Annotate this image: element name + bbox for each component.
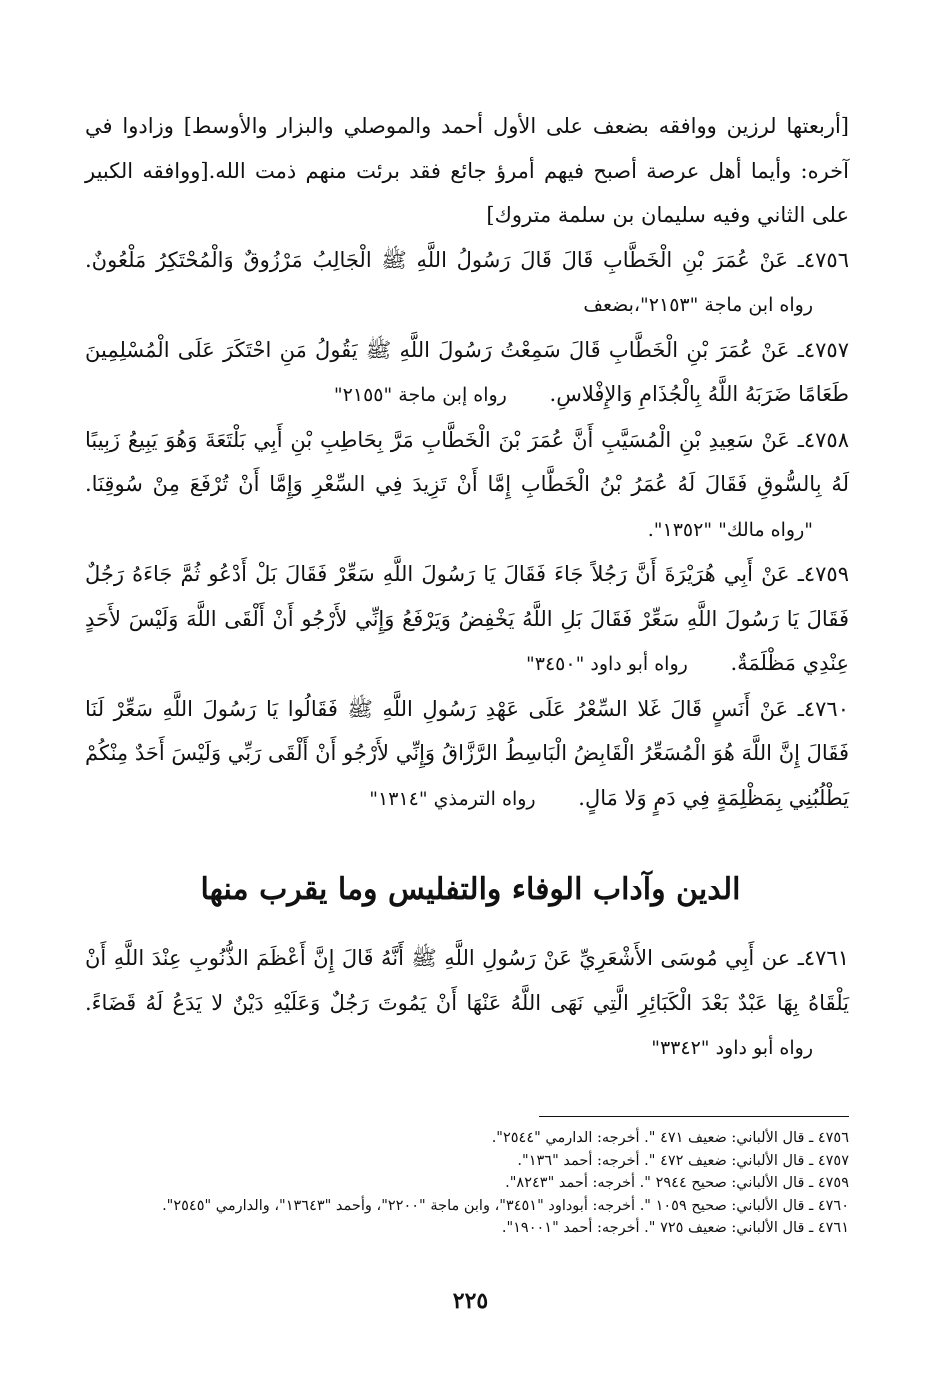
hadith-number: ٤٧٥٨ـ [797, 427, 849, 452]
footnote-divider [539, 1116, 849, 1117]
hadith-number: ٤٧٦٠ـ [797, 696, 849, 721]
hadith-4756 [85, 238, 849, 328]
hadith-reference: "رواه مالك" "١٣٥٢". [647, 518, 813, 541]
hadith-4759 [85, 552, 849, 687]
footnote-item: ٤٧٦١ ـ قال الألباني: ضعيف ٧٢٥ ". أخرجه: أحمد "١٩٠٠١". [501, 1220, 849, 1236]
hadith-number: ٤٧٥٧ـ [797, 337, 849, 362]
hadith-reference: رواه أبو داود "٣٣٤٢" [651, 1037, 813, 1059]
hadith-4761 [85, 936, 849, 1071]
hadith-text: عن أَبِي مُوسَى الأَشْعَرِيِّ عَنْ رَسُولِ اللَّهِ ﷺ أَنَّهُ قَالَ إِنَّ أَعْظَمَ الذُّنُوبِ عِنْدَ اللَّهِ أَنْ يَلْقَاهُ بِهَا عَبْدٌ بَعْدَ الْكَبَائِرِ الَّتِي نَهَى اللَّهُ عَنْهَا أَنْ يَمُوتَ رَجُلٌ وَعَلَيْهِ دَيْنٌ لا يَدَعُ لَهُ قَضَاءً. [85, 946, 849, 1015]
hadith-number: ٤٧٦١ـ [797, 946, 849, 970]
hadith-text: عَنْ سَعِيدِ بْنِ الْمُسَيَّبِ أَنَّ عُمَرَ بْنَ الْخَطَّابِ مَرَّ بِحَاطِبِ بْنِ أَبِي بَلْتَعَةَ وَهُوَ يَبِيعُ زَبِيبًا لَهُ بِالسُّوقِ فَقَالَ لَهُ عُمَرُ بْنُ الْخَطَّابِ إِمَّا أَنْ تَزِيدَ فِي السِّعْرِ وَإِمَّا أَنْ تُرْفَعَ مِنْ سُوقِنَا. [85, 427, 849, 496]
footnote-item: ٤٧٥٩ ـ قال الألباني: صحيح ٢٩٤٤ ". أخرجه: أحمد "٨٢٤٣". [505, 1175, 849, 1191]
footnote-item: ٤٧٥٧ ـ قال الألباني: ضعيف ٤٧٢ ". أخرجه: أحمد "١٣٦". [517, 1152, 849, 1169]
hadith-number: ٤٧٥٦ـ [797, 247, 849, 272]
intro-paragraph [85, 104, 849, 238]
hadith-reference: رواه ابن ماجة "٢١٥٣"،بضعف [583, 294, 813, 316]
hadith-reference: رواه الترمذي "١٣١٤" [369, 787, 536, 810]
hadith-4760 [85, 687, 849, 822]
hadith-4757 [85, 328, 849, 418]
footnote-item: ٤٧٦٠ ـ قال الألباني: صحيح ١٠٥٩ ". أخرجه: أبوداود "٣٤٥١"، وابن ماجة "٢٢٠٠"، وأحمد "١٣٦٤٣"، والدارمي "٢٥٤٥". [162, 1197, 849, 1214]
hadith-reference: رواه إبن ماجة "٢١٥٥" [333, 384, 507, 406]
footnote-item: ٤٧٥٦ ـ قال الألباني: ضعيف ٤٧١ ". أخرجه: الدارمي "٢٥٤٤". [491, 1130, 849, 1146]
section-text-block [85, 936, 849, 1071]
footnotes [85, 1127, 849, 1240]
hadith-text: عَنْ عُمَرَ بْنِ الْخَطَّابِ قَالَ سَمِعْتُ رَسُولَ اللَّهِ ﷺ يَقُولُ مَنِ احْتَكَرَ عَلَى الْمُسْلِمِينَ طَعَامًا ضَرَبَهُ اللَّهُ بِالْجُذَامِ وَالإِفْلاسِ. [85, 337, 849, 406]
hadith-text: عَنْ أَبِي هُرَيْرَةَ أَنَّ رَجُلاً جَاءَ فَقَالَ يَا رَسُولَ اللَّهِ سَعِّرْ فَقَالَ بَلْ أَدْعُو ثُمَّ جَاءَهُ رَجُلٌ فَقَالَ يَا رَسُولَ اللَّهِ سَعِّرْ فَقَالَ بَلِ اللَّهُ يَخْفِضُ وَيَرْفَعُ وَإِنِّي لأَرْجُو أَنْ أَلْقَى اللَّهَ وَلَيْسَ لأَحَدٍ عِنْدِي مَظْلَمَةٌ. [85, 562, 849, 675]
hadith-4758 [85, 418, 849, 553]
hadith-number: ٤٧٥٩ـ [797, 562, 849, 586]
hadith-text: عَنْ عُمَرَ بْنِ الْخَطَّابِ قَالَ قَالَ رَسُولُ اللَّهِ ﷺ الْجَالِبُ مَرْزُوقٌ وَالْمُحْتَكِرُ مَلْعُونٌ. [85, 247, 788, 272]
page-number: ٢٢٥ [452, 1288, 489, 1314]
section-heading: الدين وآداب الوفاء والتفليس وما يقرب منها [200, 872, 741, 907]
hadith-reference: رواه أبو داود "٣٤٥٠" [526, 653, 688, 675]
main-text-block [85, 104, 849, 821]
hadith-text: عَنْ أَنَسٍ قَالَ غَلا السِّعْرُ عَلَى عَهْدِ رَسُولِ اللَّهِ ﷺ فَقَالُوا يَا رَسُولَ اللَّهِ سَعِّرْ لَنَا فَقَالَ إِنَّ اللَّهَ هُوَ الْمُسَعِّرُ الْقَابِضُ الْبَاسِطُ الرَّزَّاقُ وَإِنِّي لأَرْجُو أَنْ أَلْقَى رَبِّي وَلَيْسَ أَحَدٌ مِنْكُمْ يَطْلُبُنِي بِمَظْلِمَةٍ فِي دَمٍ وَلا مَالٍ. [85, 696, 849, 810]
paragraph-text: [أربعتها لرزين ووافقه بضعف على الأول أحمد والموصلي والبزار والأوسط] وزادوا في آخره: وأيما أهل عرصة أصبح فيهم أمرؤ جائع فقد برئت منهم ذمت الله.[ووافقه الكبير على الثاني وفيه سليمان بن سلمة متروك] [85, 114, 849, 227]
